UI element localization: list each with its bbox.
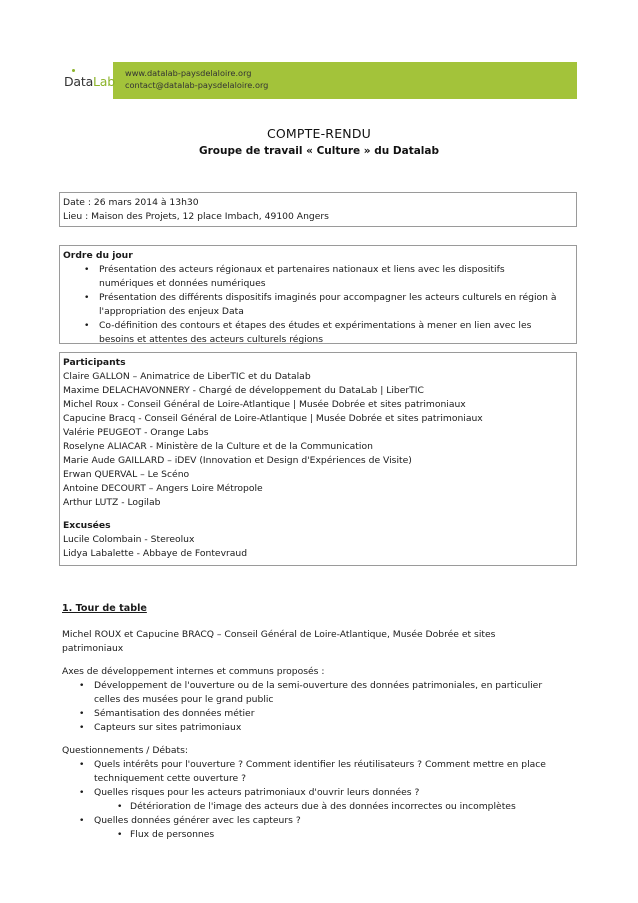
list-item: • Présentation des différents dispositifs imaginés pour accompagner les acteurs culturels en région à l'appropriation des enjeux Data	[63, 291, 573, 319]
questions-sublist-2	[58, 828, 578, 842]
list-item: • Quelles risques pour les acteurs patrimoniaux d'ouvrir leurs données ?	[58, 786, 578, 800]
participants-heading: Participants	[63, 357, 126, 368]
list-item: • Présentation des acteurs régionaux et partenaires nationaux et liens avec les dispositifs numériques et données numériques	[63, 263, 573, 291]
excused-person: Lidya Labalette - Abbaye de Fontevraud	[63, 548, 248, 559]
axes-heading: Axes de développement internes et communs proposés :	[62, 666, 325, 677]
questions-list	[58, 758, 578, 800]
participant: Valérie PEUGEOT - Orange Labs	[63, 427, 209, 438]
questions-list-2	[58, 814, 578, 828]
datalab-logo	[61, 62, 116, 99]
banner-contact	[125, 67, 268, 91]
participant: Arthur LUTZ - Logilab	[63, 497, 161, 508]
logo-data-text: Data	[64, 74, 94, 89]
list-item: • Capteurs sur sites patrimoniaux	[58, 721, 578, 735]
participant: Erwan QUERVAL – Le Scéno	[63, 469, 190, 480]
agenda-list	[63, 263, 573, 347]
meeting-info-box	[59, 192, 577, 227]
participant: Antoine DECOURT – Angers Loire Métropole	[63, 483, 263, 494]
axes-list	[58, 679, 578, 735]
participant: Maxime DELACHAVONNERY - Chargé de développement du DataLab | LiberTIC	[63, 385, 424, 396]
website-link[interactable]: www.datalab-paysdelaloire.org	[125, 68, 252, 78]
meeting-place: Lieu : Maison des Projets, 12 place Imbach, 49100 Angers	[63, 211, 329, 222]
logo-lab-text: Lab	[93, 74, 116, 89]
logo-dot-icon	[72, 69, 75, 72]
list-item: • Co-définition des contours et étapes des études et expérimentations à mener en lien avec les besoins et attentes des acteurs culturels régions	[63, 319, 573, 347]
intro-line: patrimoniaux	[62, 643, 124, 654]
questions-heading: Questionnements / Débats:	[62, 745, 188, 756]
list-item: • Sémantisation des données métier	[58, 707, 578, 721]
participant: Roselyne ALIACAR - Ministère de la Culture et de la Communication	[63, 441, 373, 452]
section-tour-de-table	[62, 602, 578, 842]
participants-box	[59, 352, 577, 566]
agenda-box	[59, 245, 577, 344]
page-title: COMPTE-RENDU	[266, 126, 372, 141]
excused-person: Lucile Colombain - Stereolux	[63, 534, 195, 545]
participant: Capucine Bracq - Conseil Général de Loire-Atlantique | Musée Dobrée et sites patrimoniaux	[63, 413, 483, 424]
participant: Michel Roux - Conseil Général de Loire-Atlantique | Musée Dobrée et sites patrimoniaux	[63, 399, 466, 410]
section-title: 1. Tour de table	[62, 603, 147, 614]
meeting-date: Date : 26 mars 2014 à 13h30	[63, 197, 199, 208]
list-item: • Développement de l'ouverture ou de la semi-ouverture des données patrimoniales, en particulier celles des musées pour le grand public	[58, 679, 578, 707]
list-item: • Quelles données générer avec les capteurs ?	[58, 814, 578, 828]
list-item: • Détérioration de l'image des acteurs due à des données incorrectes ou incomplètes	[58, 800, 578, 814]
participant: Claire GALLON – Animatrice de LiberTIC et du Datalab	[63, 371, 311, 382]
list-item: • Quels intérêts pour l'ouverture ? Comment identifier les réutilisateurs ? Comment mettre en place techniquement cette ouverture ?	[58, 758, 578, 786]
questions-sublist	[58, 800, 578, 814]
page-subtitle: Groupe de travail « Culture » du Datalab	[199, 145, 439, 157]
participant: Marie Aude GAILLARD – iDEV (Innovation et Design d'Expériences de Visite)	[63, 455, 412, 466]
header-banner	[61, 62, 577, 99]
intro-line: Michel ROUX et Capucine BRACQ – Conseil Général de Loire-Atlantique, Musée Dobrée et sites	[62, 629, 496, 640]
agenda-heading: Ordre du jour	[63, 250, 133, 261]
email-link[interactable]: contact@datalab-paysdelaloire.org	[125, 80, 269, 90]
list-item: • Flux de personnes	[58, 828, 578, 842]
excused-heading: Excusées	[63, 520, 111, 531]
